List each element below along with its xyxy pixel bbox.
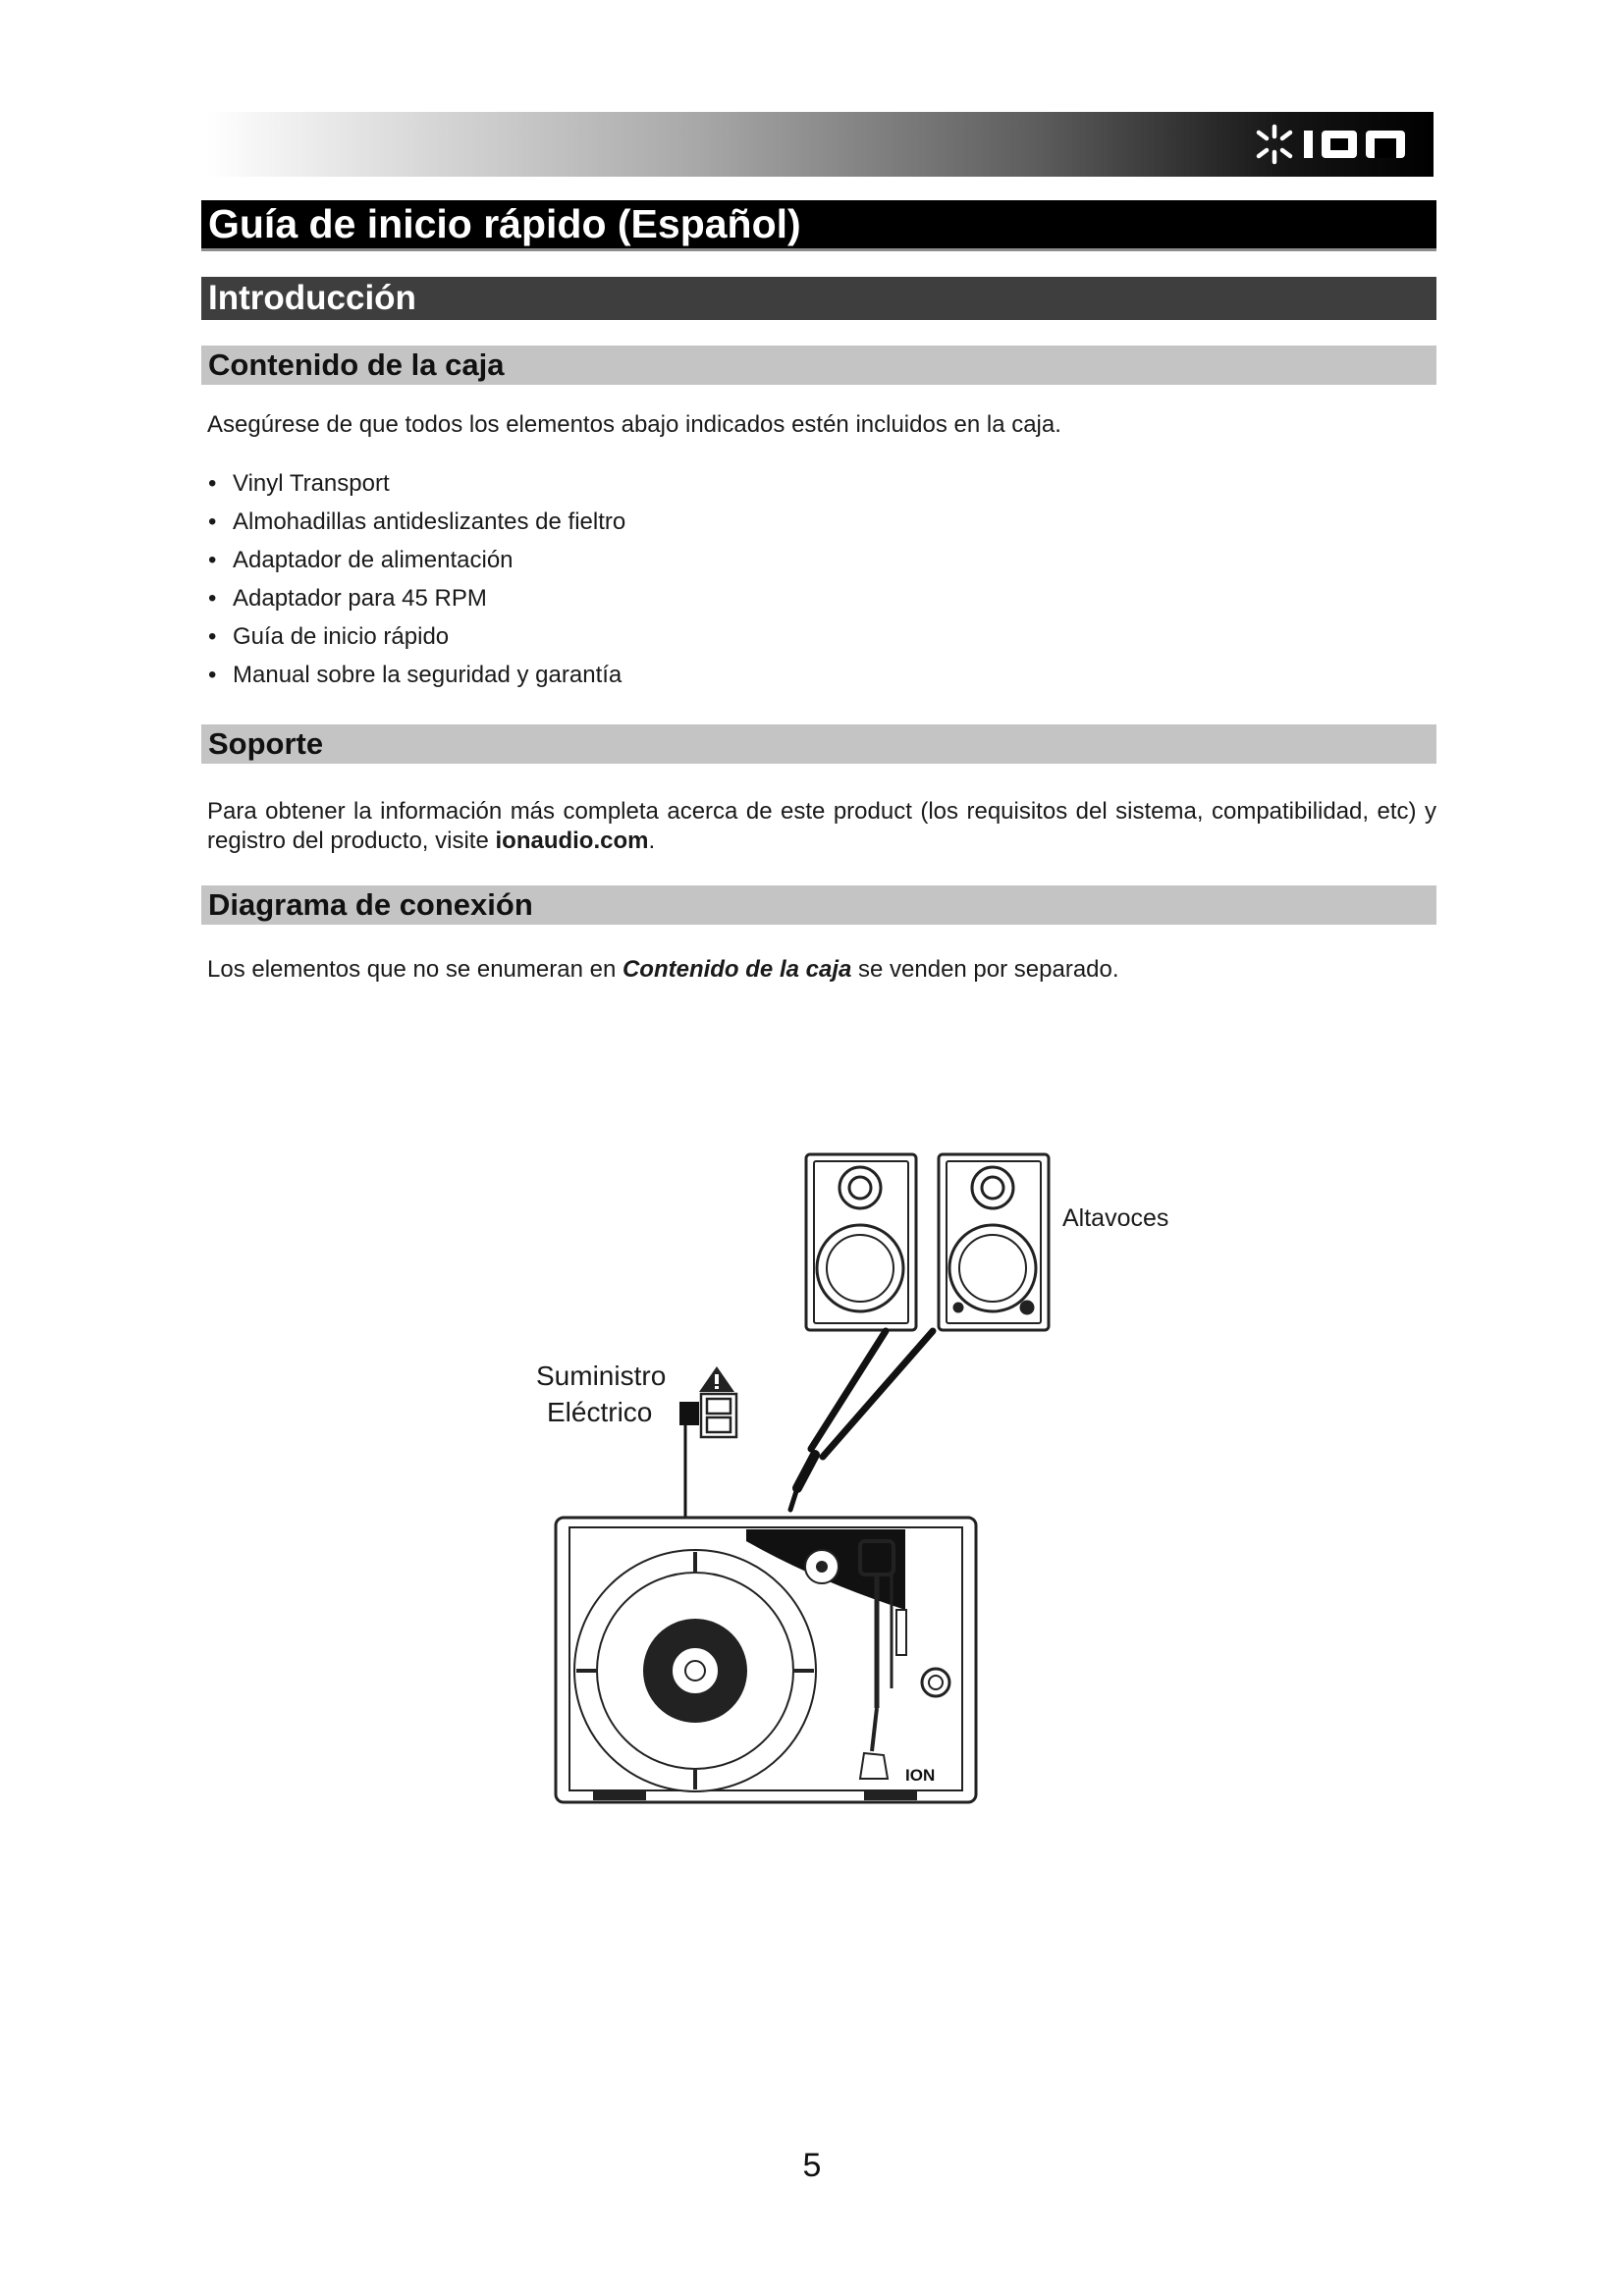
list-item: • Guía de inicio rápido [208,622,625,661]
list-item: • Adaptador para 45 RPM [208,584,625,622]
connection-emphasis: Contenido de la caja [622,956,852,983]
list-item: • Manual sobre la seguridad y garantía [208,661,625,699]
turntable [556,1518,976,1802]
support-text-body: Para obtener la información más completa acerca de este product (los requisitos del sistema, compatibilidad, etc) y registro del producto, visite [207,798,1436,854]
rca-cable [790,1331,933,1510]
speakers-label: Altavoces [1062,1204,1169,1232]
connection-text-end: se venden por separado. [851,956,1119,983]
box-contents-heading: Contenido de la caja [201,346,1436,385]
warning-icon [699,1366,734,1392]
connection-heading: Diagrama de conexión [201,885,1436,925]
speaker-left [806,1154,916,1330]
page-title: Guía de inicio rápido (Español) [201,200,1436,251]
support-text-end: . [648,828,656,854]
section-title: Introducción [201,277,1436,320]
support-link[interactable]: ionaudio.com [495,828,649,854]
box-contents-intro: Asegúrese de que todos los elementos abajo indicados estén incluidos en la caja. [207,411,1061,438]
support-heading: Soporte [201,724,1436,764]
power-adapter [679,1402,699,1425]
speaker-right [939,1154,1049,1330]
list-item: • Adaptador de alimentación [208,546,625,584]
speakers [806,1154,1049,1330]
wall-outlet [701,1394,736,1437]
list-item: • Almohadillas antideslizantes de fieltro [208,507,625,546]
logo-text: ION [1253,119,1255,120]
list-item: • Vinyl Transport [208,469,625,507]
power-label-line1: Suministro [536,1361,667,1391]
page-number: 5 [802,2147,822,2184]
power-label-line2: Eléctrico [547,1397,653,1427]
connection-text-body: Los elementos que no se enumeran en [207,956,623,983]
turntable-logo: ION [905,1766,936,1785]
